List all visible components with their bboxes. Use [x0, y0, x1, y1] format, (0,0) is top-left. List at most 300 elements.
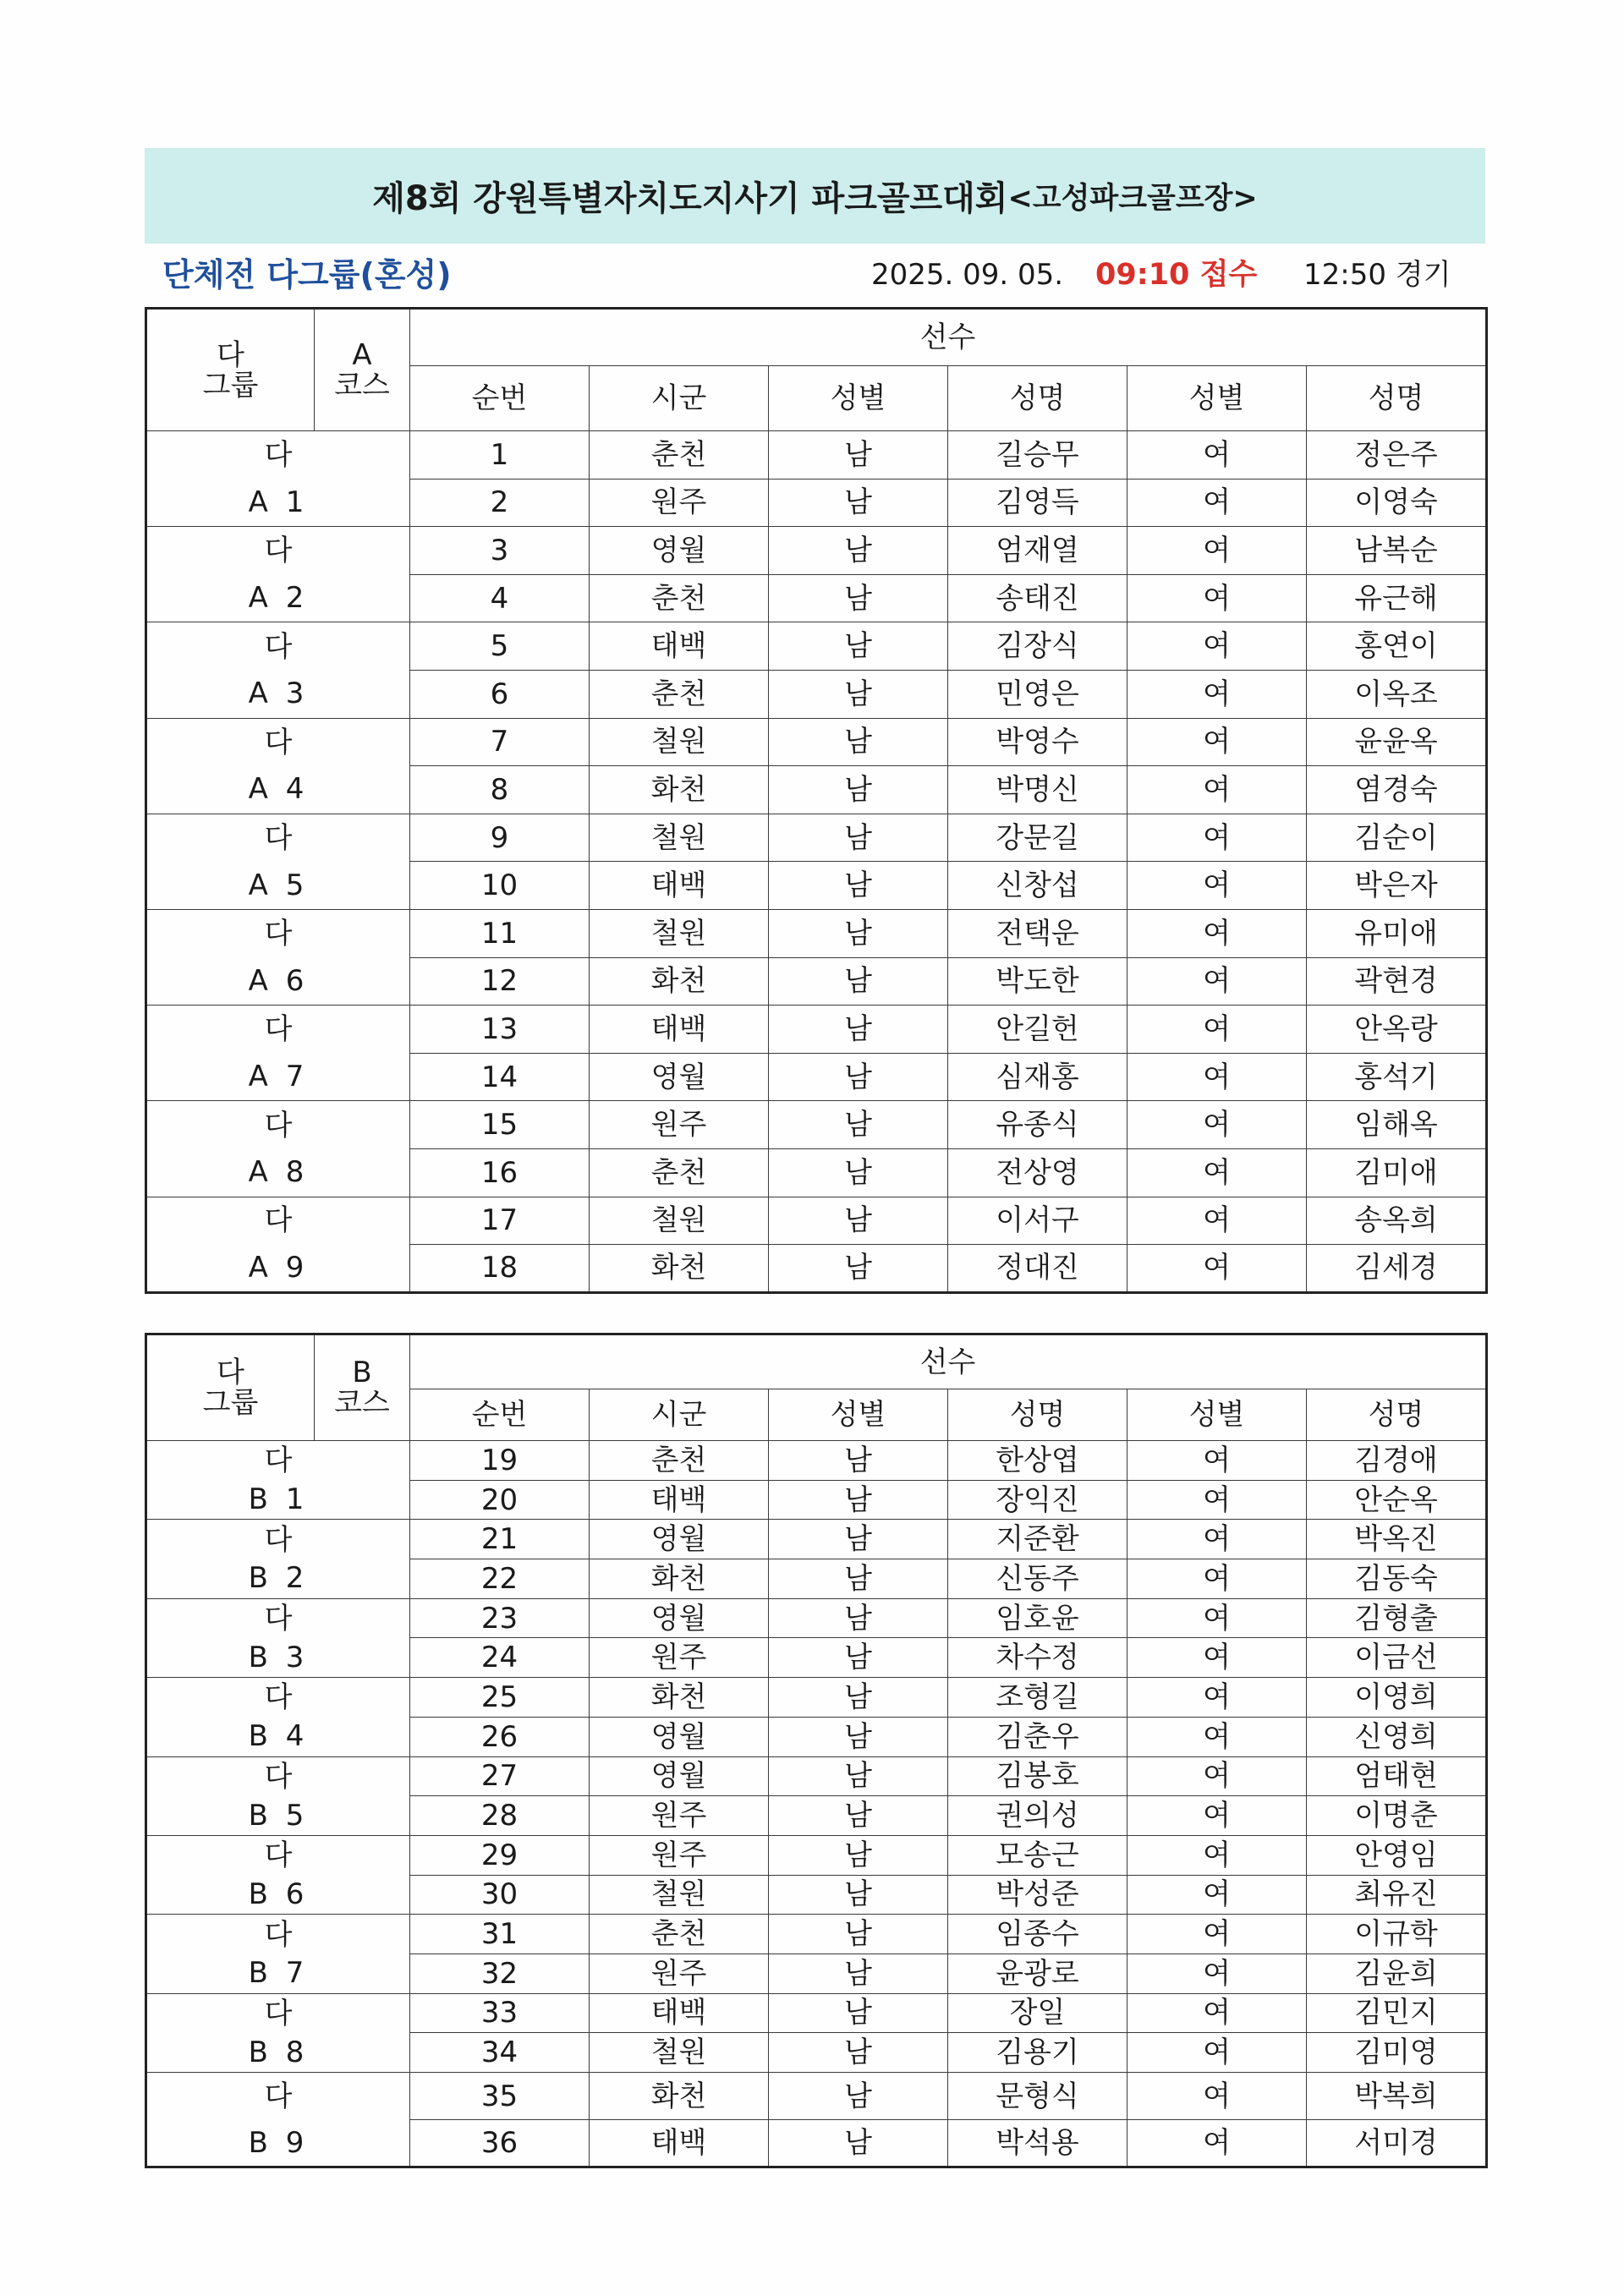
second-player-name: 안옥랑 [1307, 1006, 1487, 1054]
first-player-gender: 남 [769, 1598, 948, 1638]
team-label: A 2 [248, 581, 309, 616]
group-header-bottom: 그룹 [202, 1386, 259, 1420]
second-player-gender: 여 [1127, 1598, 1307, 1638]
team-cell [146, 2073, 410, 2167]
player-number: 26 [410, 1717, 590, 1756]
team-label: A 8 [248, 1155, 309, 1190]
second-player-gender: 여 [1127, 2120, 1307, 2167]
second-player-name: 홍연이 [1307, 622, 1487, 671]
course-label: 코스 [334, 368, 390, 403]
team-label: A 1 [248, 485, 309, 519]
first-player-name: 신창섭 [948, 862, 1127, 910]
team-label: B 7 [248, 1956, 309, 1991]
group-label: 다 [264, 1444, 293, 1478]
second-player-name: 송옥희 [1307, 1197, 1487, 1245]
city-name: 철원 [590, 814, 769, 862]
city-name: 철원 [590, 2033, 769, 2073]
first-player-gender: 남 [769, 1993, 948, 2033]
player-row [146, 718, 1487, 766]
team-cell [146, 1197, 410, 1292]
player-number: 33 [410, 1993, 590, 2033]
group-label: 다 [264, 1203, 293, 1238]
first-player-gender: 남 [769, 2033, 948, 2073]
player-number: 2 [410, 479, 590, 527]
group-header [146, 309, 315, 431]
column-header-name: 성명 [1307, 1389, 1487, 1441]
column-header-gender: 성별 [1127, 366, 1307, 431]
city-name: 춘천 [590, 431, 769, 479]
player-number: 14 [410, 1053, 590, 1101]
first-player-gender: 남 [769, 909, 948, 957]
first-player-name: 임종수 [948, 1915, 1127, 1954]
first-player-gender: 남 [769, 1559, 948, 1599]
start-time: 12:50 경기 [1303, 258, 1451, 292]
second-player-name: 홍석기 [1307, 1053, 1487, 1101]
course-header [315, 309, 410, 431]
group-label: 다 [264, 1917, 293, 1952]
player-row [146, 1678, 1487, 1718]
player-number: 7 [410, 718, 590, 766]
first-player-gender: 남 [769, 718, 948, 766]
second-player-name: 이금선 [1307, 1638, 1487, 1678]
city-name: 원주 [590, 1101, 769, 1149]
team-cell [146, 431, 410, 527]
first-player-gender: 남 [769, 1756, 948, 1796]
group-label: 다 [264, 917, 293, 951]
players-header: 선수 [410, 1334, 1487, 1389]
first-player-name: 김용기 [948, 2033, 1127, 2073]
first-player-name: 박도한 [948, 957, 1127, 1006]
team-cell [146, 1678, 410, 1756]
second-player-gender: 여 [1127, 1993, 1307, 2033]
group-label: 다 [264, 1996, 293, 2030]
team-label: B 9 [248, 2125, 309, 2160]
player-number: 11 [410, 909, 590, 957]
player-number: 16 [410, 1148, 590, 1197]
second-player-name: 박옥진 [1307, 1520, 1487, 1559]
first-player-gender: 남 [769, 1245, 948, 1293]
player-row [146, 1756, 1487, 1796]
first-player-gender: 남 [769, 670, 948, 718]
city-name: 춘천 [590, 1915, 769, 1954]
city-name: 화천 [590, 957, 769, 1006]
group-header [146, 1334, 315, 1441]
first-player-name: 한상엽 [948, 1441, 1127, 1481]
second-player-gender: 여 [1127, 479, 1307, 527]
column-header-city: 시군 [590, 366, 769, 431]
group-header-top: 다 [217, 337, 244, 372]
team-cell [146, 1993, 410, 2072]
player-row [146, 527, 1487, 575]
city-name: 태백 [590, 1993, 769, 2033]
city-name: 원주 [590, 1835, 769, 1875]
header-row [146, 309, 1487, 366]
team-label: B 6 [248, 1877, 309, 1911]
first-player-gender: 남 [769, 766, 948, 814]
first-player-gender: 남 [769, 1006, 948, 1054]
event-title: 단체전 다그룹(혼성) [162, 256, 452, 293]
city-name: 원주 [590, 479, 769, 527]
lineup-table-course-a [145, 307, 1488, 1294]
city-name: 영월 [590, 1756, 769, 1796]
player-number: 31 [410, 1915, 590, 1954]
column-header-number: 순번 [410, 366, 590, 431]
city-name: 태백 [590, 1480, 769, 1520]
team-label: B 5 [248, 1798, 309, 1833]
second-player-name: 신영희 [1307, 1717, 1487, 1756]
team-cell [146, 1520, 410, 1598]
second-player-name: 서미경 [1307, 2120, 1487, 2167]
first-player-name: 박석용 [948, 2120, 1127, 2167]
player-number: 34 [410, 2033, 590, 2073]
player-number: 30 [410, 1875, 590, 1915]
player-row [146, 1598, 1487, 1638]
city-name: 춘천 [590, 1441, 769, 1481]
first-player-name: 차수정 [948, 1638, 1127, 1678]
second-player-gender: 여 [1127, 431, 1307, 479]
first-player-gender: 남 [769, 957, 948, 1006]
player-row [146, 622, 1487, 671]
city-name: 영월 [590, 1598, 769, 1638]
city-name: 원주 [590, 1638, 769, 1678]
team-label: A 7 [248, 1060, 309, 1094]
group-label: 다 [264, 821, 293, 856]
team-cell [146, 1441, 410, 1520]
first-player-name: 정대진 [948, 1245, 1127, 1293]
player-number: 36 [410, 2120, 590, 2167]
team-cell [146, 1756, 410, 1835]
player-row [146, 1197, 1487, 1245]
second-player-gender: 여 [1127, 1006, 1307, 1054]
group-label: 다 [264, 534, 293, 568]
city-name: 화천 [590, 1678, 769, 1718]
page-title: 제8회 강원특별자치도지사기 파크골프대회 [372, 179, 1008, 218]
city-name: 영월 [590, 1053, 769, 1101]
second-player-gender: 여 [1127, 2033, 1307, 2073]
player-number: 27 [410, 1756, 590, 1796]
second-player-gender: 여 [1127, 1915, 1307, 1954]
second-player-name: 남복순 [1307, 527, 1487, 575]
column-header-name: 성명 [1307, 366, 1487, 431]
second-player-name: 엄태현 [1307, 1756, 1487, 1796]
second-player-name: 이명춘 [1307, 1796, 1487, 1836]
second-player-name: 이규학 [1307, 1915, 1487, 1954]
first-player-name: 김영득 [948, 479, 1127, 527]
player-number: 13 [410, 1006, 590, 1054]
second-player-gender: 여 [1127, 1954, 1307, 1993]
player-number: 3 [410, 527, 590, 575]
group-header-top: 다 [217, 1356, 244, 1389]
second-player-gender: 여 [1127, 1678, 1307, 1718]
second-player-name: 김미애 [1307, 1148, 1487, 1197]
title-banner [145, 148, 1485, 244]
player-row [146, 1915, 1487, 1954]
second-player-name: 김세경 [1307, 1245, 1487, 1293]
second-player-name: 김윤희 [1307, 1954, 1487, 1993]
player-row [146, 1006, 1487, 1054]
course-label: 코스 [334, 1386, 390, 1420]
player-number: 8 [410, 766, 590, 814]
team-cell [146, 1835, 410, 1914]
second-player-name: 박복희 [1307, 2073, 1487, 2120]
group-label: 다 [264, 1522, 293, 1557]
player-number: 32 [410, 1954, 590, 1993]
city-name: 영월 [590, 527, 769, 575]
second-player-gender: 여 [1127, 1480, 1307, 1520]
course-header [315, 1334, 410, 1441]
player-number: 10 [410, 862, 590, 910]
second-player-name: 염경숙 [1307, 766, 1487, 814]
second-player-name: 곽현경 [1307, 957, 1487, 1006]
second-player-name: 김미영 [1307, 2033, 1487, 2073]
event-date: 2025. 09. 05. [871, 258, 1064, 292]
city-name: 원주 [590, 1954, 769, 1993]
second-player-name: 안순옥 [1307, 1480, 1487, 1520]
second-player-gender: 여 [1127, 527, 1307, 575]
second-player-gender: 여 [1127, 1148, 1307, 1197]
first-player-gender: 남 [769, 2120, 948, 2167]
first-player-gender: 남 [769, 1678, 948, 1718]
group-label: 다 [264, 438, 293, 473]
first-player-name: 박영수 [948, 718, 1127, 766]
first-player-gender: 남 [769, 622, 948, 671]
player-row [146, 1441, 1487, 1481]
first-player-name: 엄재열 [948, 527, 1127, 575]
team-cell [146, 1006, 410, 1101]
second-player-gender: 여 [1127, 1875, 1307, 1915]
group-label: 다 [264, 1108, 293, 1143]
team-label: A 6 [248, 963, 309, 998]
second-player-name: 이영희 [1307, 1678, 1487, 1718]
second-player-name: 안영임 [1307, 1835, 1487, 1875]
city-name: 화천 [590, 2073, 769, 2120]
first-player-name: 김봉호 [948, 1756, 1127, 1796]
player-row [146, 909, 1487, 957]
header-row [146, 1334, 1487, 1389]
group-label: 다 [264, 1759, 293, 1794]
first-player-gender: 남 [769, 1796, 948, 1836]
player-number: 35 [410, 2073, 590, 2120]
city-name: 태백 [590, 1006, 769, 1054]
player-number: 4 [410, 574, 590, 622]
column-header-number: 순번 [410, 1389, 590, 1441]
first-player-name: 유종식 [948, 1101, 1127, 1149]
first-player-gender: 남 [769, 1053, 948, 1101]
second-player-name: 이옥조 [1307, 670, 1487, 718]
city-name: 춘천 [590, 670, 769, 718]
first-player-name: 박명신 [948, 766, 1127, 814]
first-player-name: 길승무 [948, 431, 1127, 479]
first-player-gender: 남 [769, 1441, 948, 1481]
second-player-gender: 여 [1127, 1245, 1307, 1293]
group-label: 다 [264, 725, 293, 759]
second-player-gender: 여 [1127, 1638, 1307, 1678]
city-name: 영월 [590, 1717, 769, 1756]
player-row [146, 1835, 1487, 1875]
player-number: 5 [410, 622, 590, 671]
first-player-name: 모송근 [948, 1835, 1127, 1875]
course-letter: A [352, 337, 372, 372]
team-cell [146, 814, 410, 909]
column-header-city: 시군 [590, 1389, 769, 1441]
first-player-gender: 남 [769, 2073, 948, 2120]
team-label: A 4 [248, 772, 309, 807]
first-player-gender: 남 [769, 1835, 948, 1875]
first-player-gender: 남 [769, 1915, 948, 1954]
first-player-gender: 남 [769, 1638, 948, 1678]
first-player-gender: 남 [769, 1954, 948, 1993]
player-number: 12 [410, 957, 590, 1006]
first-player-name: 송태진 [948, 574, 1127, 622]
player-number: 28 [410, 1796, 590, 1836]
second-player-name: 김민지 [1307, 1993, 1487, 2033]
venue-label: <고성파크골프장> [1007, 181, 1258, 216]
first-player-gender: 남 [769, 479, 948, 527]
first-player-name: 장일 [948, 1993, 1127, 2033]
team-cell [146, 622, 410, 718]
team-label: B 3 [248, 1640, 309, 1674]
second-player-gender: 여 [1127, 1717, 1307, 1756]
player-number: 6 [410, 670, 590, 718]
second-player-name: 정은주 [1307, 431, 1487, 479]
team-label: A 9 [248, 1250, 309, 1285]
city-name: 철원 [590, 909, 769, 957]
first-player-name: 이서구 [948, 1197, 1127, 1245]
team-cell [146, 1101, 410, 1197]
city-name: 철원 [590, 718, 769, 766]
team-cell [146, 718, 410, 814]
team-label: B 2 [248, 1561, 309, 1596]
player-row [146, 2073, 1487, 2120]
first-player-name: 조형길 [948, 1678, 1127, 1718]
city-name: 화천 [590, 1559, 769, 1599]
first-player-name: 안길헌 [948, 1006, 1127, 1054]
second-player-name: 김형출 [1307, 1598, 1487, 1638]
city-name: 화천 [590, 766, 769, 814]
player-number: 29 [410, 1835, 590, 1875]
column-header-gender: 성별 [1127, 1389, 1307, 1441]
course-letter: B [352, 1356, 372, 1389]
team-label: B 8 [248, 2035, 309, 2069]
column-header-gender: 성별 [769, 366, 948, 431]
second-player-name: 김경애 [1307, 1441, 1487, 1481]
second-player-gender: 여 [1127, 622, 1307, 671]
second-player-gender: 여 [1127, 814, 1307, 862]
team-label: A 5 [248, 868, 309, 902]
first-player-gender: 남 [769, 1520, 948, 1559]
first-player-name: 권의성 [948, 1796, 1127, 1836]
column-header-gender: 성별 [769, 1389, 948, 1441]
first-player-gender: 남 [769, 431, 948, 479]
player-number: 1 [410, 431, 590, 479]
first-player-name: 문형식 [948, 2073, 1127, 2120]
first-player-name: 심재홍 [948, 1053, 1127, 1101]
team-cell [146, 1598, 410, 1677]
first-player-name: 임호윤 [948, 1598, 1127, 1638]
first-player-gender: 남 [769, 1875, 948, 1915]
second-player-name: 유근해 [1307, 574, 1487, 622]
column-header-name: 성명 [948, 366, 1127, 431]
player-number: 15 [410, 1101, 590, 1149]
second-player-gender: 여 [1127, 718, 1307, 766]
team-cell [146, 527, 410, 622]
player-number: 19 [410, 1441, 590, 1481]
second-player-gender: 여 [1127, 1441, 1307, 1481]
second-player-name: 김순이 [1307, 814, 1487, 862]
player-row [146, 1993, 1487, 2033]
second-player-gender: 여 [1127, 670, 1307, 718]
second-player-gender: 여 [1127, 1197, 1307, 1245]
team-label: B 1 [248, 1482, 309, 1517]
player-row [146, 814, 1487, 862]
players-header: 선수 [410, 309, 1487, 366]
group-label: 다 [264, 1680, 293, 1715]
group-label: 다 [264, 1602, 293, 1636]
group-header-bottom: 그룹 [202, 368, 259, 403]
column-header-name: 성명 [948, 1389, 1127, 1441]
city-name: 태백 [590, 622, 769, 671]
first-player-gender: 남 [769, 1101, 948, 1149]
second-player-gender: 여 [1127, 862, 1307, 910]
city-name: 화천 [590, 1245, 769, 1293]
second-player-gender: 여 [1127, 909, 1307, 957]
second-player-gender: 여 [1127, 766, 1307, 814]
city-name: 철원 [590, 1197, 769, 1245]
second-player-gender: 여 [1127, 1756, 1307, 1796]
first-player-name: 박성준 [948, 1875, 1127, 1915]
team-cell [146, 1915, 410, 1993]
team-cell [146, 909, 410, 1005]
second-player-name: 임해옥 [1307, 1101, 1487, 1149]
checkin-time: 09:10 접수 [1095, 258, 1258, 292]
player-number: 17 [410, 1197, 590, 1245]
city-name: 영월 [590, 1520, 769, 1559]
player-row [146, 431, 1487, 479]
city-name: 태백 [590, 2120, 769, 2167]
second-player-name: 윤윤옥 [1307, 718, 1487, 766]
first-player-gender: 남 [769, 862, 948, 910]
player-number: 18 [410, 1245, 590, 1293]
second-player-gender: 여 [1127, 1053, 1307, 1101]
city-name: 춘천 [590, 574, 769, 622]
second-player-gender: 여 [1127, 574, 1307, 622]
first-player-gender: 남 [769, 1148, 948, 1197]
first-player-name: 민영은 [948, 670, 1127, 718]
second-player-name: 김동숙 [1307, 1559, 1487, 1599]
city-name: 태백 [590, 862, 769, 910]
city-name: 원주 [590, 1796, 769, 1836]
team-label: B 4 [248, 1719, 309, 1754]
second-player-gender: 여 [1127, 957, 1307, 1006]
city-name: 춘천 [590, 1148, 769, 1197]
player-number: 21 [410, 1520, 590, 1559]
first-player-gender: 남 [769, 814, 948, 862]
second-player-gender: 여 [1127, 1559, 1307, 1599]
second-player-gender: 여 [1127, 1101, 1307, 1149]
first-player-name: 전상영 [948, 1148, 1127, 1197]
second-player-name: 최유진 [1307, 1875, 1487, 1915]
second-player-gender: 여 [1127, 1520, 1307, 1559]
second-player-name: 이영숙 [1307, 479, 1487, 527]
group-label: 다 [264, 1838, 293, 1873]
first-player-gender: 남 [769, 574, 948, 622]
first-player-name: 김장식 [948, 622, 1127, 671]
first-player-name: 장익진 [948, 1480, 1127, 1520]
first-player-gender: 남 [769, 1480, 948, 1520]
group-label: 다 [264, 629, 293, 664]
first-player-name: 김춘우 [948, 1717, 1127, 1756]
first-player-name: 지준환 [948, 1520, 1127, 1559]
